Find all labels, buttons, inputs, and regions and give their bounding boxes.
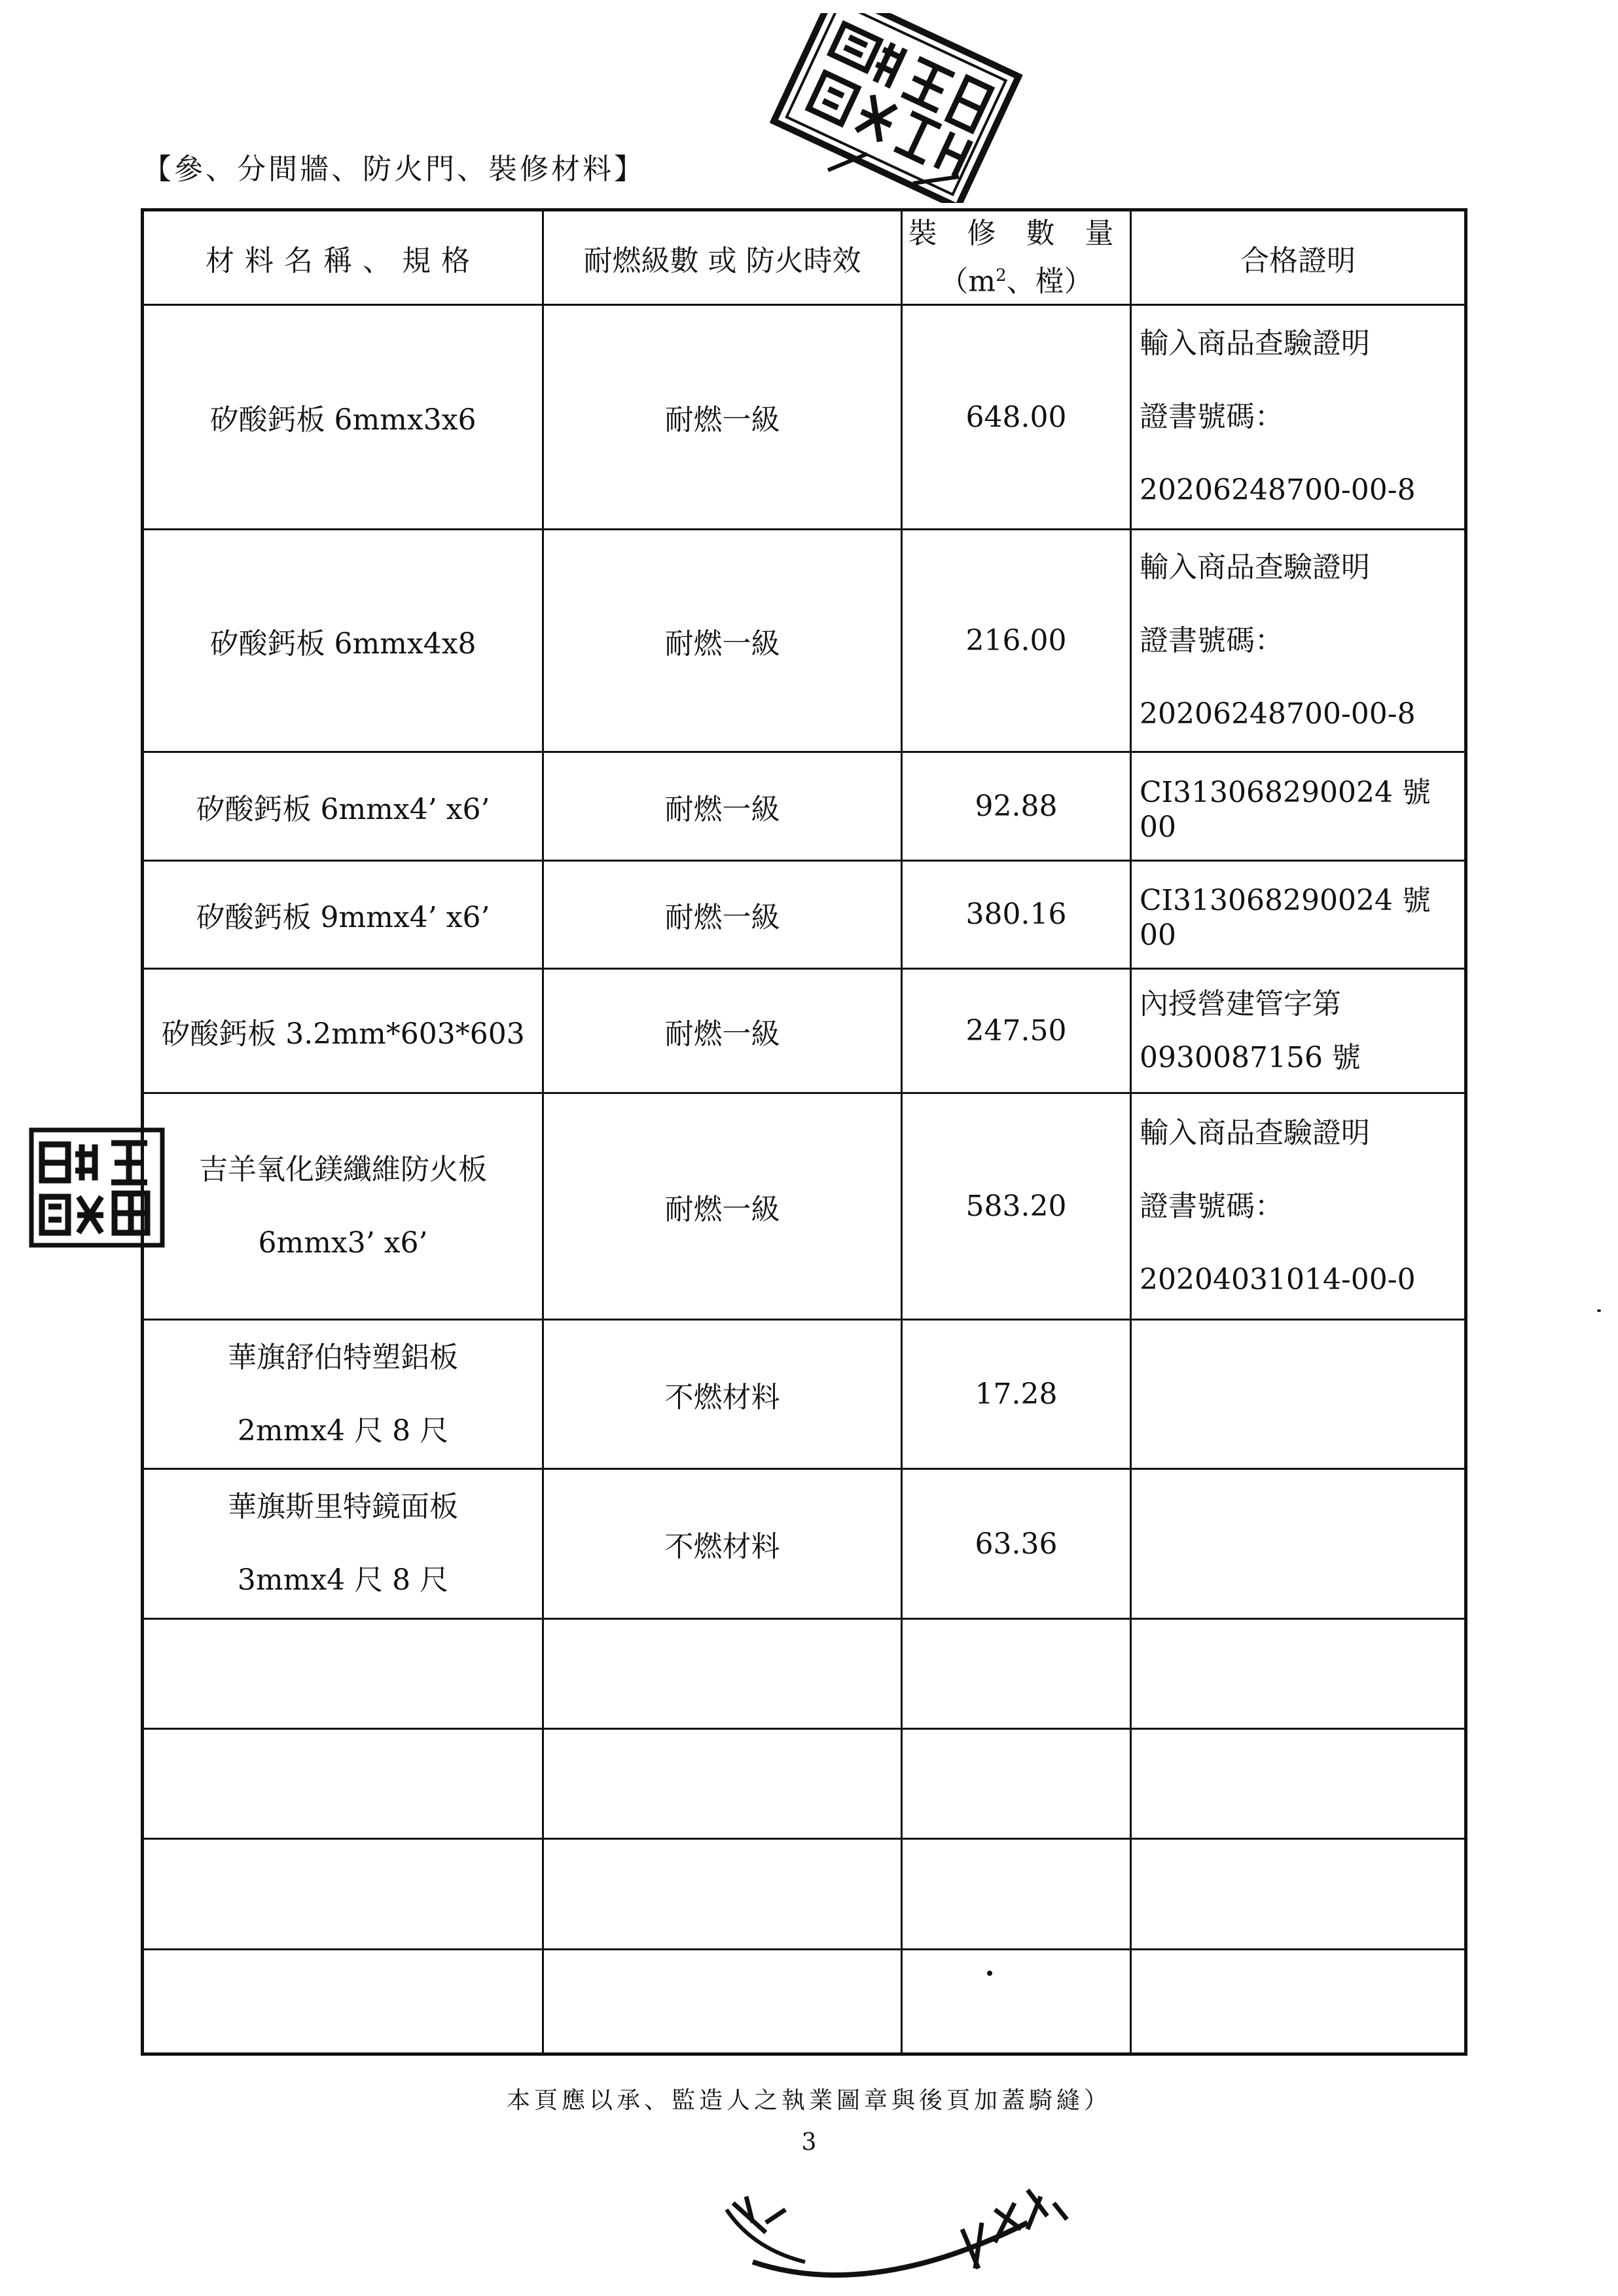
- material-name-cell: 矽酸鈣板 6mmx3x6: [143, 305, 543, 530]
- table-header-row: [143, 210, 1466, 305]
- empty-table-row: [143, 1618, 1466, 1728]
- fire-rating-cell: 耐燃一級: [543, 1093, 902, 1320]
- quantity-cell: 17.28: [902, 1319, 1131, 1468]
- quantity-cell: 648.00: [902, 305, 1131, 530]
- ink-speck: [987, 1971, 992, 1976]
- materials-table: [141, 208, 1467, 2056]
- ink-speck: [1597, 1309, 1601, 1312]
- certificate-cell: [1131, 1469, 1466, 1618]
- fire-rating-cell: 不燃材料: [543, 1319, 902, 1468]
- table-row: [143, 752, 1466, 860]
- fire-rating-cell: 耐燃一級: [543, 305, 902, 530]
- top-seal-stamp: [763, 13, 1024, 203]
- side-seal-stamp: [26, 1125, 170, 1252]
- table-row: [143, 1093, 1466, 1320]
- certificate-cell: 輸入商品查驗證明 證書號碼： 20206248700-00-8: [1131, 305, 1466, 530]
- table-row: [143, 1469, 1466, 1618]
- certificate-cell: [1131, 1319, 1466, 1468]
- table-row: [143, 969, 1466, 1093]
- empty-table-row: [143, 1839, 1466, 1949]
- fire-rating-cell: 不燃材料: [543, 1469, 902, 1618]
- page-number: 3: [801, 2129, 817, 2156]
- material-name-cell: 吉羊氧化鎂纖維防火板 6mmx3’ x6’: [143, 1093, 543, 1320]
- quantity-cell: 380.16: [902, 860, 1131, 968]
- material-name-cell: 華旗斯里特鏡面板 3mmx4 尺 8 尺: [143, 1469, 543, 1618]
- quantity-cell: 216.00: [902, 529, 1131, 752]
- table-row: [143, 305, 1466, 530]
- header-quantity: 裝 修 數 量 （$m^2$、樘）: [902, 210, 1131, 305]
- fire-rating-cell: 耐燃一級: [543, 969, 902, 1093]
- fire-rating-cell: 耐燃一級: [543, 529, 902, 752]
- material-name-cell: 矽酸鈣板 6mmx4’ x6’: [143, 752, 543, 860]
- empty-table-row: [143, 1729, 1466, 1839]
- fire-rating-cell: 耐燃一級: [543, 860, 902, 968]
- quantity-cell: 583.20: [902, 1093, 1131, 1320]
- certificate-cell: CI313068290024 號 00: [1131, 860, 1466, 968]
- quantity-cell: 92.88: [902, 752, 1131, 860]
- material-name-cell: 矽酸鈣板 6mmx4x8: [143, 529, 543, 752]
- material-name-cell: 華旗舒伯特塑鋁板 2mmx4 尺 8 尺: [143, 1319, 543, 1468]
- section-title: 【參、分間牆、防火門、裝修材料】: [143, 153, 645, 186]
- header-fire-rating: 耐燃級數 或 防火時效: [543, 210, 902, 305]
- certificate-cell: CI313068290024 號 00: [1131, 752, 1466, 860]
- material-name-cell: 矽酸鈣板 3.2mm*603*603: [143, 969, 543, 1093]
- quantity-cell: 247.50: [902, 969, 1131, 1093]
- certificate-cell: 內授營建管字第 0930087156 號: [1131, 969, 1466, 1093]
- empty-table-row: [143, 1949, 1466, 2054]
- fire-rating-cell: 耐燃一級: [543, 752, 902, 860]
- table-row: [143, 529, 1466, 752]
- header-certificate: 合格證明: [1131, 210, 1466, 305]
- header-material-name: 材料名稱、規格: [143, 210, 543, 305]
- certificate-cell: 輸入商品查驗證明 證書號碼： 20204031014-00-0: [1131, 1093, 1466, 1320]
- certificate-cell: 輸入商品查驗證明 證書號碼： 20206248700-00-8: [1131, 529, 1466, 752]
- material-name-cell: 矽酸鈣板 9mmx4’ x6’: [143, 860, 543, 968]
- bottom-seal-stamp: [713, 2183, 1080, 2296]
- quantity-cell: 63.36: [902, 1469, 1131, 1618]
- footer-note: 本頁應以承、監造人之執業圖章與後頁加蓋騎縫）: [506, 2087, 1111, 2114]
- table-row: [143, 860, 1466, 968]
- table-row: [143, 1319, 1466, 1468]
